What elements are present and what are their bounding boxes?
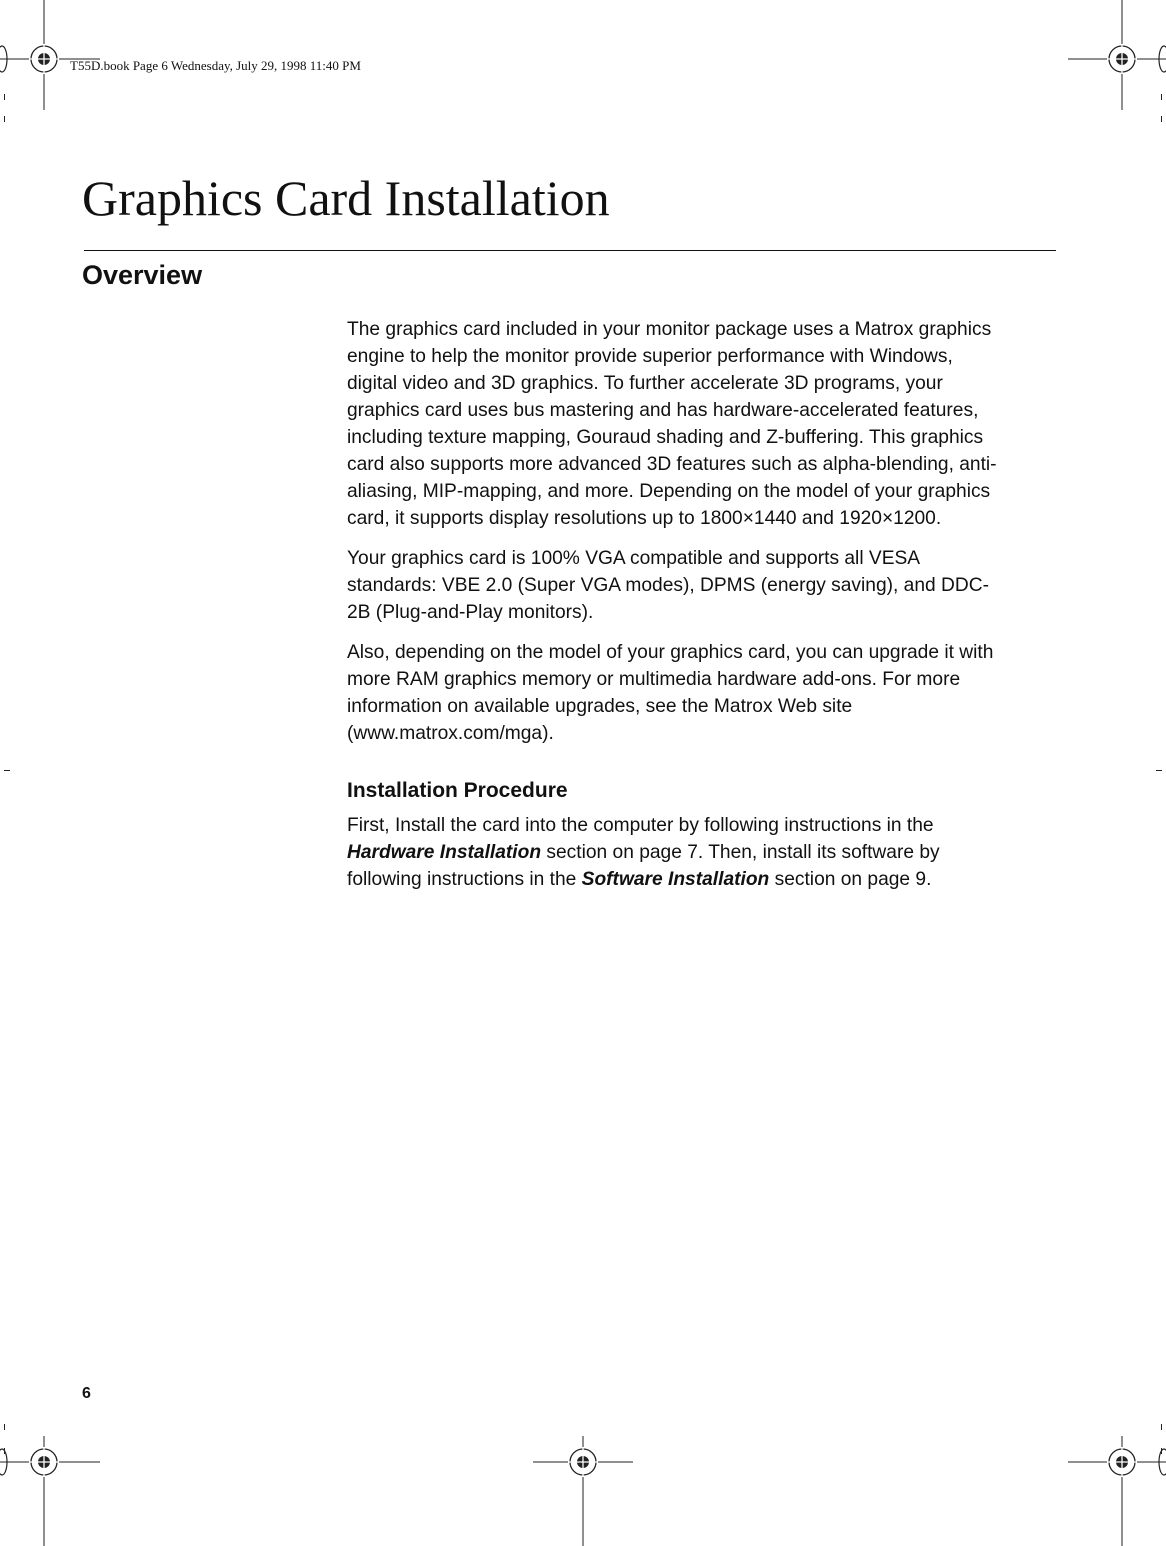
text-line: graphics card uses bus mastering and has hardware-accelerated features, xyxy=(347,400,979,421)
body-column xyxy=(347,316,1059,906)
title-rule xyxy=(84,250,1056,251)
print-header: T55D.book Page 6 Wednesday, July 29, 1998 11:40 PM xyxy=(70,58,361,73)
text-fragment: section on page 9. xyxy=(769,869,932,890)
registration-mark-top-left xyxy=(0,0,110,110)
registration-mark-bottom-left xyxy=(0,1436,110,1546)
subheading-installation-procedure: Installation Procedure xyxy=(347,779,568,802)
text-line: engine to help the monitor provide superior performance with Windows, xyxy=(347,346,953,367)
trim-tick-right-1 xyxy=(1161,94,1162,100)
text-line: First, Install the card into the computer by following instructions in the xyxy=(347,815,934,836)
registration-mark-bottom-right xyxy=(1056,1436,1166,1546)
trim-tick-right-5 xyxy=(1161,1448,1162,1454)
trim-tick-left-5 xyxy=(4,1448,5,1454)
section-heading-overview: Overview xyxy=(82,260,203,290)
text-fragment: following instructions in the xyxy=(347,869,582,890)
trim-tick-right-2 xyxy=(1161,116,1162,122)
hardware-installation-reference: Hardware Installation xyxy=(347,842,542,863)
paragraph-vga-compatibility xyxy=(347,545,1059,626)
text-line: Also, depending on the model of your graphics card, you can upgrade it with xyxy=(347,642,994,663)
paragraph-graphics-engine xyxy=(347,316,1059,532)
trim-tick-left-1 xyxy=(4,94,5,100)
paragraph-installation xyxy=(347,812,1059,893)
trim-tick-left-3 xyxy=(4,770,10,771)
registration-mark-bottom-center xyxy=(528,1436,638,1546)
text-line: (www.matrox.com/mga). xyxy=(347,723,554,744)
registration-mark-top-right xyxy=(1056,0,1166,110)
text-line: The graphics card included in your monitor package uses a Matrox graphics xyxy=(347,319,992,340)
text-line: card, it supports display resolutions up to 1800×1440 and 1920×1200. xyxy=(347,508,942,529)
trim-tick-left-2 xyxy=(4,116,5,122)
text-line: digital video and 3D graphics. To further accelerate 3D programs, your xyxy=(347,373,943,394)
trim-tick-right-3 xyxy=(1156,770,1162,771)
text-line xyxy=(347,866,1059,893)
text-line: more RAM graphics memory or multimedia hardware add-ons. For more xyxy=(347,669,961,690)
text-line: 2B (Plug-and-Play monitors). xyxy=(347,602,594,623)
text-line xyxy=(347,839,1059,866)
page-number: 6 xyxy=(82,1385,91,1402)
chapter-title: Graphics Card Installation xyxy=(82,170,610,226)
text-line: information on available upgrades, see the Matrox Web site xyxy=(347,696,853,717)
trim-tick-right-4 xyxy=(1161,1424,1162,1430)
text-line: standards: VBE 2.0 (Super VGA modes), DPMS (energy saving), and DDC- xyxy=(347,575,989,596)
paragraph-upgrades xyxy=(347,639,1059,747)
software-installation-reference: Software Installation xyxy=(581,869,770,890)
text-fragment: section on page 7. Then, install its software by xyxy=(541,842,940,863)
text-line: including texture mapping, Gouraud shading and Z-buffering. This graphics xyxy=(347,427,984,448)
text-line: card also supports more advanced 3D features such as alpha-blending, anti- xyxy=(347,454,997,475)
text-line: Your graphics card is 100% VGA compatible and supports all VESA xyxy=(347,548,921,569)
trim-tick-left-4 xyxy=(4,1424,5,1430)
text-line: aliasing, MIP-mapping, and more. Depending on the model of your graphics xyxy=(347,481,991,502)
